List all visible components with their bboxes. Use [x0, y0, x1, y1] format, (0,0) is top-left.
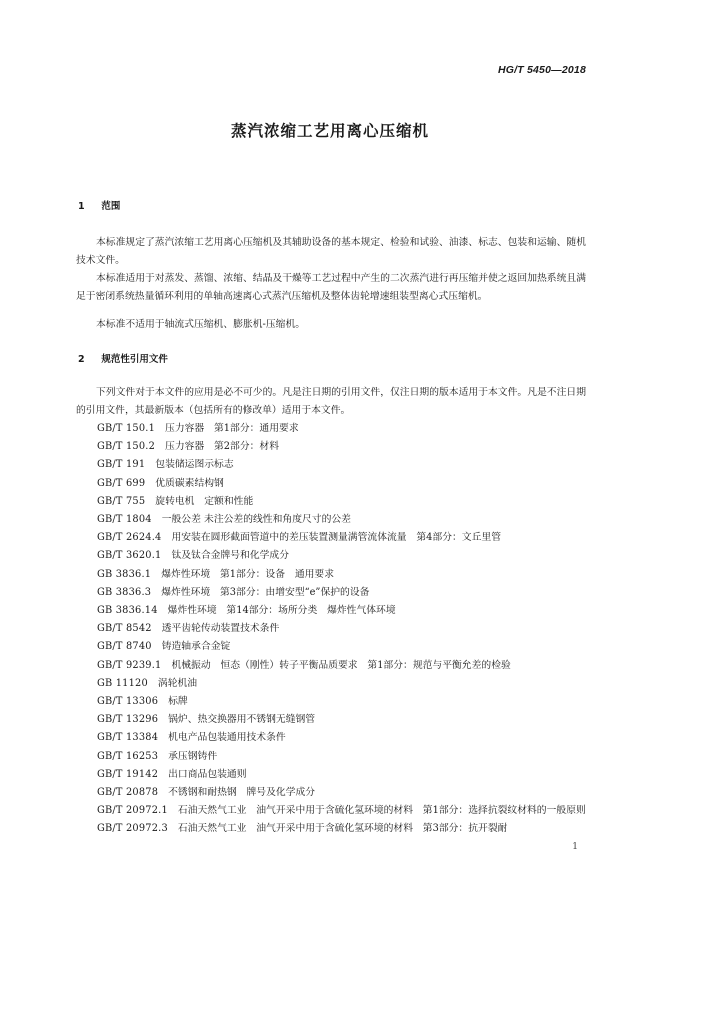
reference-title: 用安装在圆形截面管道中的差压装置测量满管流体流量 第4部分：文丘里管	[171, 532, 501, 544]
reference-item	[76, 493, 588, 511]
reference-code: GB 3836.1	[97, 568, 152, 580]
reference-title: 承压钢铸件	[168, 750, 218, 762]
reference-title: 包装储运图示标志	[155, 459, 234, 471]
reference-title: 爆炸性环境 第3部分：由增安型“e”保护的设备	[161, 586, 370, 598]
reference-item	[76, 638, 588, 656]
reference-title: 压力容器 第2部分：材料	[165, 441, 280, 453]
reference-title: 优质碳素结构钢	[155, 477, 224, 489]
reference-code: GB/T 20878	[97, 787, 159, 799]
reference-item	[76, 420, 588, 438]
reference-list	[76, 420, 588, 839]
reference-title: 压力容器 第1部分：通用要求	[165, 423, 299, 434]
reference-item	[76, 475, 588, 493]
reference-title: 石油天然气工业 油气开采中用于含硫化氢环境的材料 第3部分：抗开裂耐	[177, 823, 508, 835]
reference-code: GB/T 13296	[97, 714, 159, 726]
reference-title: 透平齿轮传动装置技术条件	[161, 623, 280, 635]
reference-item	[76, 784, 588, 802]
reference-item	[76, 511, 588, 529]
reference-item	[76, 438, 588, 456]
scope-paragraph: 本标准规定了蒸汽浓缩工艺用离心压缩机及其辅助设备的基本规定、检验和试验、油漆、标志、包装和运输、随机技术文件。	[76, 237, 586, 267]
reference-item	[76, 602, 588, 620]
reference-item	[76, 456, 588, 474]
reference-title: 锅炉、热交换器用不锈钢无缝钢管	[168, 714, 316, 726]
reference-title: 铸造轴承合金锭	[161, 641, 231, 653]
scope-paragraph: 本标准适用于对蒸发、蒸馏、浓缩、结晶及干燥等工艺过程中产生的二次蒸汽进行再压缩并使之返回加热系统且满足于密闭系统热量循环利用的单轴高速离心式蒸汽压缩机及整体齿轮增速组装型离心式压缩机。	[76, 273, 586, 303]
section-heading-scope	[78, 198, 120, 212]
reference-item	[76, 566, 588, 584]
reference-code: GB 3836.14	[97, 605, 158, 617]
reference-title: 钛及钛合金牌号和化学成分	[171, 550, 290, 562]
reference-item	[76, 584, 588, 602]
reference-item	[76, 529, 588, 547]
page-number: 1	[572, 842, 578, 852]
reference-title: 机械振动 恒态（刚性）转子平衡品质要求 第1部分：规范与平衡允差的检验	[171, 659, 511, 671]
reference-code: GB/T 13306	[97, 696, 159, 708]
reference-item	[76, 547, 588, 565]
reference-code: GB/T 191	[97, 459, 146, 471]
reference-code: GB/T 1804	[97, 514, 152, 526]
reference-item	[76, 820, 588, 838]
scope-paragraph: 本标准不适用于轴流式压缩机、膨胀机-压缩机。	[96, 319, 306, 330]
standard-code: HG/T 5450—2018	[497, 64, 586, 76]
reference-item	[76, 802, 588, 820]
reference-title: 机电产品包装通用技术条件	[168, 732, 286, 744]
section-number: 1	[78, 201, 85, 212]
reference-code: GB/T 20972.1	[97, 805, 168, 817]
reference-code: GB/T 150.1	[97, 423, 156, 434]
reference-title: 爆炸性环境 第1部分：设备 通用要求	[161, 568, 335, 580]
reference-title: 出口商品包装通则	[168, 768, 247, 780]
reference-code: GB/T 2624.4	[97, 532, 162, 544]
reference-title: 标牌	[168, 696, 188, 708]
reference-code: GB/T 755	[97, 495, 146, 507]
document-title: 蒸汽浓缩工艺用离心压缩机	[230, 122, 429, 140]
section-title: 范围	[101, 201, 121, 212]
reference-title: 石油天然气工业 油气开采中用于含硫化氢环境的材料 第1部分：选择抗裂纹材料的一般原则	[177, 805, 586, 817]
reference-item	[76, 711, 588, 729]
references-intro: 下列文件对于本文件的应用是必不可少的。凡是注日期的引用文件，仅注日期的版本适用于本文件。凡是不注日期的引用文件，其最新版本（包括所有的修改单）适用于本文件。	[76, 387, 586, 417]
reference-code: GB/T 19142	[97, 768, 159, 780]
reference-item	[76, 693, 588, 711]
reference-code: GB/T 9239.1	[97, 659, 162, 671]
reference-item	[76, 657, 588, 675]
reference-code: GB 11120	[97, 677, 148, 689]
reference-code: GB/T 20972.3	[97, 823, 168, 835]
reference-item	[76, 766, 588, 784]
reference-code: GB 3836.3	[97, 586, 152, 598]
reference-title: 不锈钢和耐热钢 牌号及化学成分	[168, 787, 316, 799]
reference-title: 旋转电机 定额和性能	[155, 495, 254, 507]
reference-title: 一般公差 未注公差的线性和角度尺寸的公差	[161, 514, 351, 526]
section-number: 2	[78, 354, 85, 365]
reference-code: GB/T 699	[97, 477, 146, 489]
reference-code: GB/T 13384	[97, 732, 159, 744]
reference-title: 爆炸性环境 第14部分：场所分类 爆炸性气体环境	[167, 605, 396, 617]
reference-item	[76, 748, 588, 766]
reference-item	[76, 675, 588, 693]
reference-code: GB/T 3620.1	[97, 550, 162, 562]
reference-code: GB/T 8740	[97, 641, 152, 653]
section-title: 规范性引用文件	[101, 354, 168, 365]
reference-code: GB/T 16253	[97, 750, 159, 762]
reference-item	[76, 620, 588, 638]
reference-code: GB/T 150.2	[97, 441, 156, 453]
reference-title: 涡轮机油	[157, 677, 198, 689]
reference-code: GB/T 8542	[97, 623, 152, 635]
reference-item	[76, 729, 588, 747]
section-heading-references	[78, 351, 168, 365]
